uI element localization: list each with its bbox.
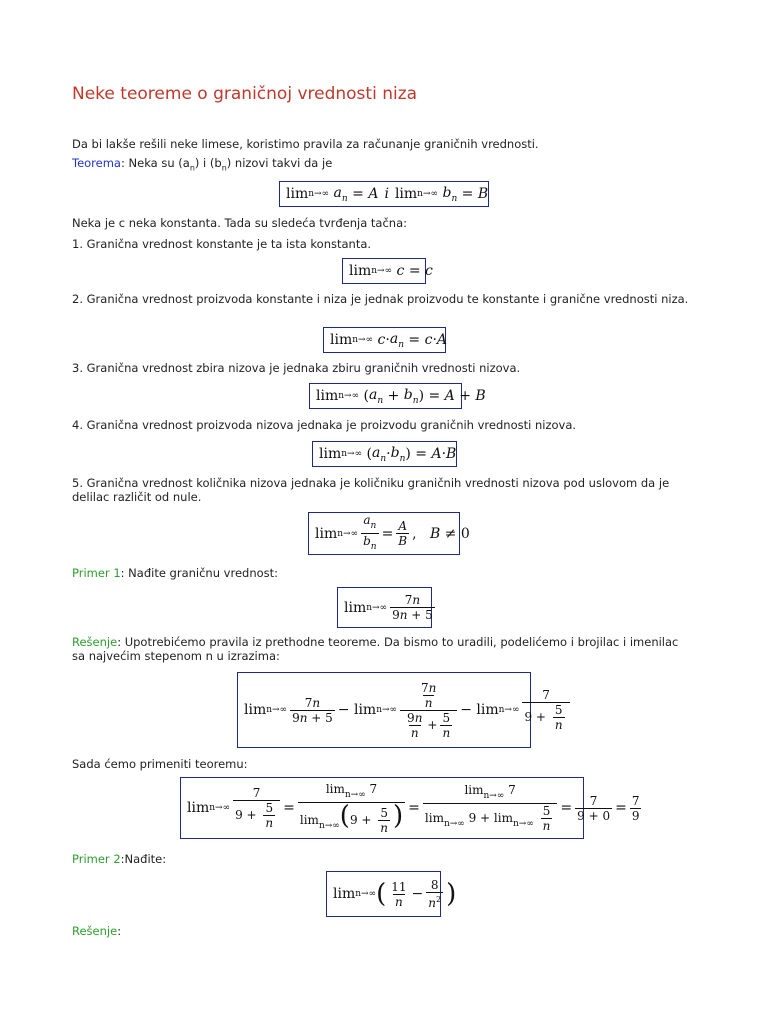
example-2-paragraph [72, 852, 692, 866]
formula-rule-5: lim n→∞ $\frac{a_n}{b_n}$ = $\frac{A}{B}$ , B ≠ 0 [308, 512, 460, 555]
theorem-text-a: : Neka su (a [120, 156, 190, 170]
formula-example-2: lim n→∞ ( $\frac{11}{n}$ − $\frac{8}{n^2}$ ) [326, 871, 441, 917]
formula-rule-4: lim n→∞ ( $a_n$ · $b_n$ ) = A · B [312, 441, 457, 467]
formula-apply-theorem: lim n→∞ 7 9 + $\frac{5}{n}$ = $\lim_{n\to\infty} 7$ $\lim_{n\to\infty}(9$ + $\frac{5}{n}$ ) = $\lim_{n\to\infty} 7$ $\lim_{n\to\infty} 9 + \lim_{n\to\infty}$ $\frac{5}{n}$ = $\frac{7}{9 + 0}$ = $\frac{7}{9}$ [180, 777, 584, 839]
solution-1-paragraph [72, 635, 692, 663]
theorem-text-c: ) nizovi takvi da je [226, 156, 333, 170]
solution-2-text: : [117, 924, 122, 938]
rule-1: 1. Granična vrednost konstante je ta ista konstanta. [72, 237, 372, 251]
formula-rule-1: lim n→∞ c = c [342, 258, 426, 284]
page-title: Neke teoreme o graničnoj vrednosti niza [72, 84, 418, 104]
example-1-paragraph [72, 566, 692, 580]
solution-2-label: Rešenje [72, 924, 118, 938]
apply-theorem-paragraph: Sada ćemo primeniti teoremu: [72, 757, 248, 771]
formula-limits-definition: lim n→∞ $a_n$ = A i lim n→∞ $b_n$ = B [279, 181, 489, 207]
theorem-paragraph [72, 156, 692, 175]
rule-2: 2. Granična vrednost proizvoda konstante i niza je jednak proizvodu te konstante i granične vrednosti niza. [72, 292, 689, 306]
formula-rule-3: lim n→∞ ( $a_n$ + $b_n$ ) = A + B [309, 383, 462, 409]
solution-2-paragraph [72, 924, 692, 938]
formula-solution-1-division: lim n→∞ $\frac{7n}{9n + 5}$ − lim n→∞ $\frac{7n}{n}$ $\frac{9n}{n}$ + $\frac{5}{n}$ − lim n→∞ 7 9 + $\frac{5}{n}$ [237, 672, 531, 748]
theorem-label: Teorema [72, 156, 121, 170]
example-1-label: Primer 1 [72, 566, 121, 580]
example-2-text: :Nađite: [120, 852, 167, 866]
theorem-text-b: ) i (b [194, 156, 222, 170]
example-1-text: : Nađite graničnu vrednost: [120, 566, 279, 580]
theorem-sub-2: n [221, 163, 227, 173]
intro-paragraph: Da bi lakše rešili neke limese, koristimo pravila za računanje graničnih vrednosti. [72, 137, 539, 151]
constant-paragraph: Neka je c neka konstanta. Tada su sledeća tvrđenja tačna: [72, 216, 408, 230]
formula-rule-2: lim n→∞ c · $a_n$ = c · A [323, 327, 446, 353]
rule-4: 4. Granična vrednost proizvoda nizova jednaka je proizvodu graničnih vrednosti nizova. [72, 418, 577, 432]
theorem-sub-1: n [189, 163, 195, 173]
rule-5: 5. Granična vrednost količnika nizova jednaka je količniku graničnih vrednosti nizova pod uslovom da je delilac različit od nule. [72, 476, 670, 504]
rule-3: 3. Granična vrednost zbira nizova je jednaka zbiru graničnih vrednosti nizova. [72, 361, 521, 375]
solution-1-text: : Upotrebićemo pravila iz prethodne teoreme. Da bismo to uradili, podelićemo i brojilac i imenilac sa najvećim stepenom n u izrazima: [72, 635, 679, 663]
example-2-label: Primer 2 [72, 852, 121, 866]
solution-1-label: Rešenje [72, 635, 118, 649]
formula-example-1: lim n→∞ $\frac{7n}{9n + 5}$ [337, 587, 432, 628]
